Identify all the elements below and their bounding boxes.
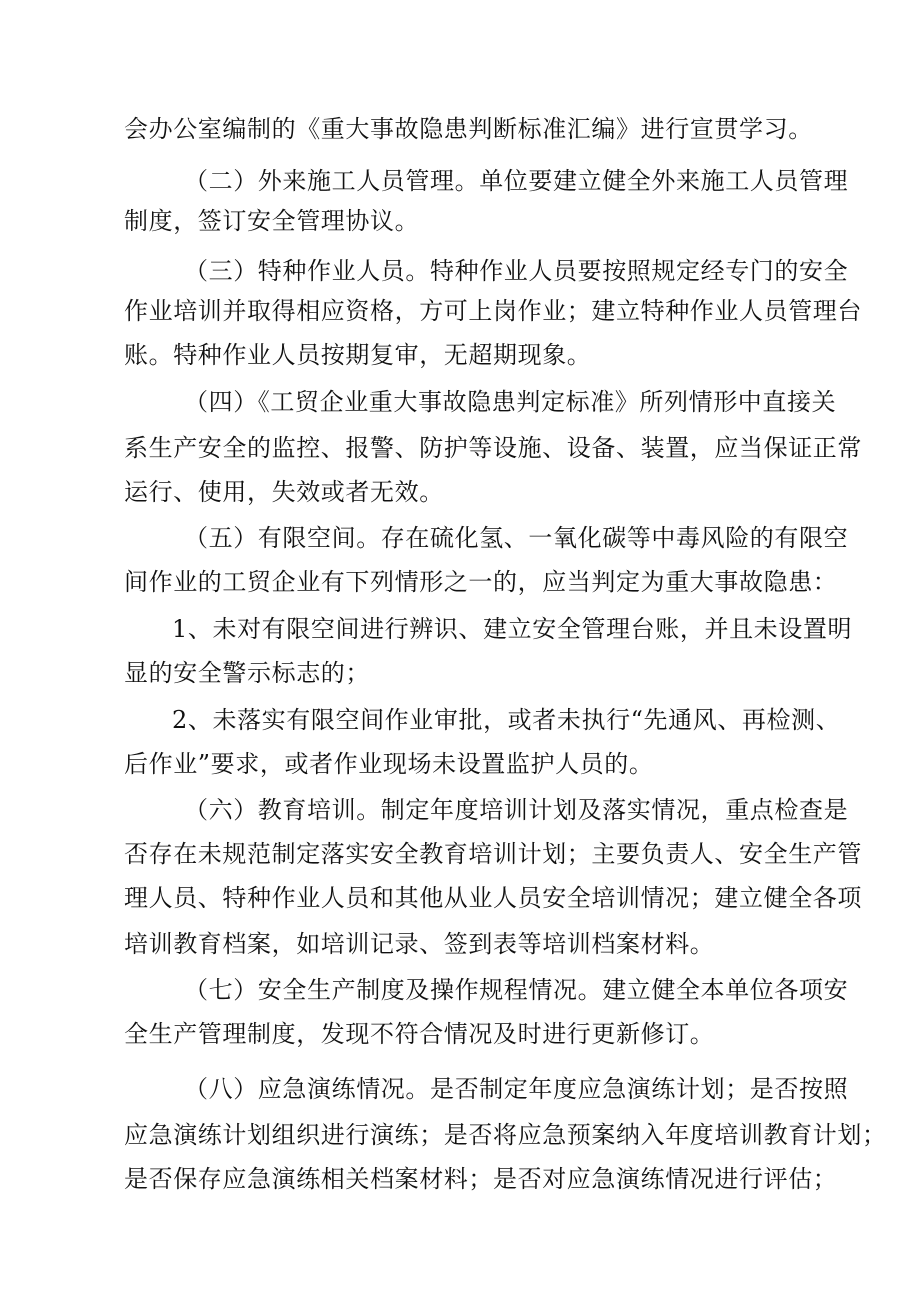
- paragraph-line: 否存在未规范制定落实安全教育培训计划；主要负责人、安全生产管: [124, 840, 862, 868]
- paragraph-line: 全生产管理制度，发现不符合情况及时进行更新修订。: [124, 1020, 715, 1048]
- paragraph-line: 系生产安全的监控、报警、防护等设施、设备、装置，应当保证正常: [124, 434, 862, 462]
- paragraph-line: 制度，签订安全管理协议。: [124, 207, 420, 235]
- paragraph-line: （七）安全生产制度及操作规程情况。建立健全本单位各项安: [184, 976, 849, 1004]
- paragraph-line: 2、未落实有限空间作业审批，或者未执行“先通风、再检测、: [172, 706, 841, 734]
- paragraph-line: 显的安全警示标志的；: [124, 659, 370, 687]
- paragraph-line: 应急演练计划组织进行演练；是否将应急预案纳入年度培训教育计划；: [124, 1121, 887, 1149]
- paragraph-line: （五）有限空间。存在硫化氢、一氧化碳等中毒风险的有限空: [184, 524, 849, 552]
- paragraph-line: 后作业”要求，或者作业现场未设置监护人员的。: [124, 750, 654, 778]
- paragraph-line: 1、未对有限空间进行辨识、建立安全管理台账，并且未设置明: [172, 615, 853, 643]
- paragraph-line: （二）外来施工人员管理。单位要建立健全外来施工人员管理: [184, 167, 849, 195]
- paragraph-line: 账。特种作业人员按期复审，无超期现象。: [124, 341, 592, 369]
- paragraph-line: 理人员、特种作业人员和其他从业人员安全培训情况；建立健全各项: [124, 884, 862, 912]
- paragraph-line: （六）教育培训。制定年度培训计划及落实情况，重点检查是: [184, 796, 849, 824]
- paragraph-line: （八）应急演练情况。是否制定年度应急演练计划；是否按照: [184, 1075, 849, 1103]
- paragraph-line: 作业培训并取得相应资格，方可上岗作业；建立特种作业人员管理台: [124, 297, 862, 325]
- paragraph-line: （三）特种作业人员。特种作业人员要按照规定经专门的安全: [184, 257, 849, 285]
- paragraph-line: 会办公室编制的《重大事故隐患判断标准汇编》进行宣贯学习。: [124, 115, 813, 143]
- paragraph-line: （四）《工贸企业重大事故隐患判定标准》所列情形中直接关: [184, 388, 837, 416]
- paragraph-line: 运行、使用，失效或者无效。: [124, 478, 444, 506]
- paragraph-line: 是否保存应急演练相关档案材料；是否对应急演练情况进行评估；: [124, 1165, 838, 1193]
- paragraph-line: 培训教育档案，如培训记录、签到表等培训档案材料。: [124, 930, 715, 958]
- paragraph-line: 间作业的工贸企业有下列情形之一的，应当判定为重大事故隐患：: [124, 568, 838, 596]
